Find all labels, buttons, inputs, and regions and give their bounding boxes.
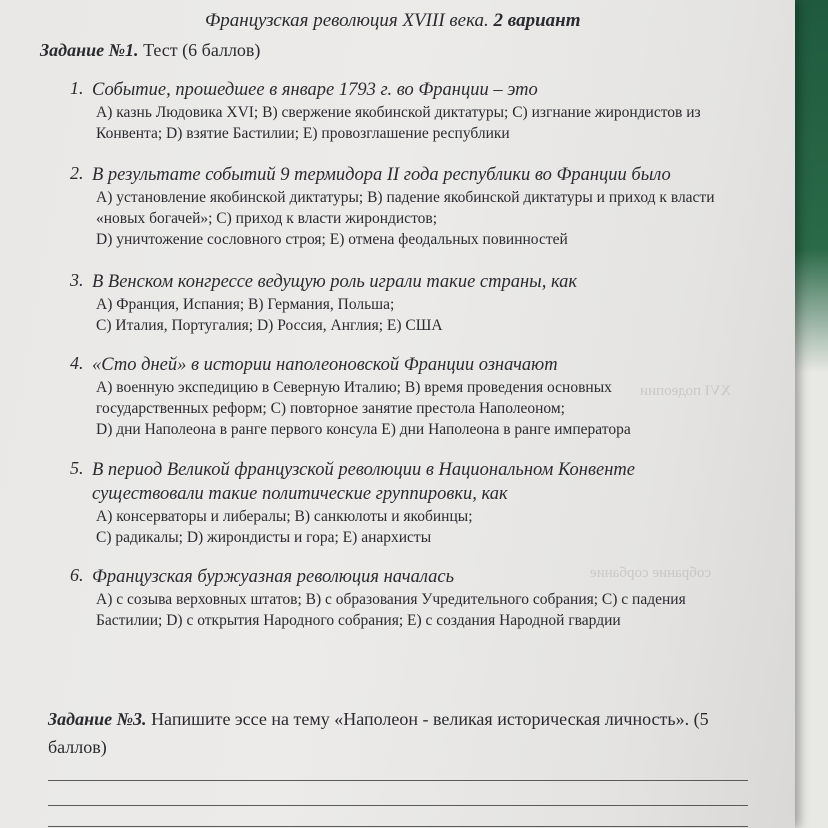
bleed-through-text: XVI подеопии xyxy=(640,383,732,399)
answer-line: А) казнь Людовика XVI; В) свержение якобинской диктатуры; С) изгнание жирондистов из xyxy=(96,104,701,121)
question-number: 5. xyxy=(70,458,84,478)
question-text: Французская буржуазная революция началась xyxy=(92,567,455,587)
question-number: 1. xyxy=(70,78,84,98)
answer-rule-line xyxy=(48,780,748,781)
question-number: 6. xyxy=(70,565,84,585)
task1-header xyxy=(40,40,260,61)
title-main: Французская революция XVIII века. xyxy=(205,10,489,31)
question-text: «Сто дней» в истории наполеоновской Франции означают xyxy=(92,355,558,375)
question-number: 4. xyxy=(70,353,84,373)
question-4 xyxy=(70,353,770,440)
bleed-through-text: собрание сорбание xyxy=(590,565,712,581)
answer-line: С) Италия, Португалия; D) Россия, Англия; Е) США xyxy=(96,317,443,334)
answer-line: А) установление якобинской диктатуры; В) падение якобинской диктатуры и приход к власти xyxy=(96,189,715,206)
task3-label: Задание №3. xyxy=(48,709,147,729)
task3-block xyxy=(48,705,768,761)
question-text: Событие, прошедшее в январе 1793 г. во Франции – это xyxy=(92,80,538,100)
task1-description: Тест (6 баллов) xyxy=(143,40,261,60)
answer-line: А) Франция, Испания; В) Германия, Польша; xyxy=(96,296,395,313)
answer-line: D) дни Наполеона в ранге первого консула Е) дни Наполеона в ранге императора xyxy=(96,421,631,438)
background-surface xyxy=(795,0,828,828)
answer-line: А) с созыва верховных штатов; В) с образования Учредительного собрания; С) с падения xyxy=(96,591,686,608)
question-text: В Венском конгрессе ведущую роль играли такие страны, как xyxy=(92,272,578,292)
question-text: В результате событий 9 термидора II года республики во Франции было xyxy=(92,165,671,185)
answer-line: С) радикалы; D) жирондисты и гора; Е) анархисты xyxy=(96,529,432,546)
task3-text: Напишите эссе на тему «Наполеон - великая историческая личность». (5 баллов) xyxy=(48,709,709,757)
question-6 xyxy=(70,565,770,631)
question-number: 3. xyxy=(70,270,84,290)
answer-line: А) консерваторы и либералы; В) санкюлоты и якобинцы; xyxy=(96,508,473,525)
answer-line: Бастилии; D) с открытия Народного собрания; Е) с создания Народной гвардии xyxy=(96,612,621,629)
answer-rule-line xyxy=(48,805,748,806)
answer-line: А) военную экспедицию в Северную Италию; В) время проведения основных xyxy=(96,379,612,396)
question-2 xyxy=(70,163,770,250)
answer-line: Конвента; D) взятие Бастилии; Е) провозглашение республики xyxy=(96,125,510,142)
answer-line: «новых богачей»; С) приход к власти жирондистов; xyxy=(96,210,438,227)
page-title xyxy=(205,10,581,32)
answer-line: государственных реформ; С) повторное занятие престола Наполеоном; xyxy=(96,400,565,417)
question-text: В период Великой французской революции в Национальном Конвенте существовали такие политические группировки, как xyxy=(92,460,635,504)
answer-line: D) уничтожение сословного строя; Е) отмена феодальных повинностей xyxy=(96,231,568,248)
task1-label: Задание №1. xyxy=(40,40,139,60)
question-3 xyxy=(70,270,770,336)
title-variant: 2 вариант xyxy=(493,10,581,31)
question-5 xyxy=(70,458,690,548)
question-1 xyxy=(70,78,770,144)
answer-rule-line xyxy=(48,826,748,827)
question-number: 2. xyxy=(70,163,84,183)
